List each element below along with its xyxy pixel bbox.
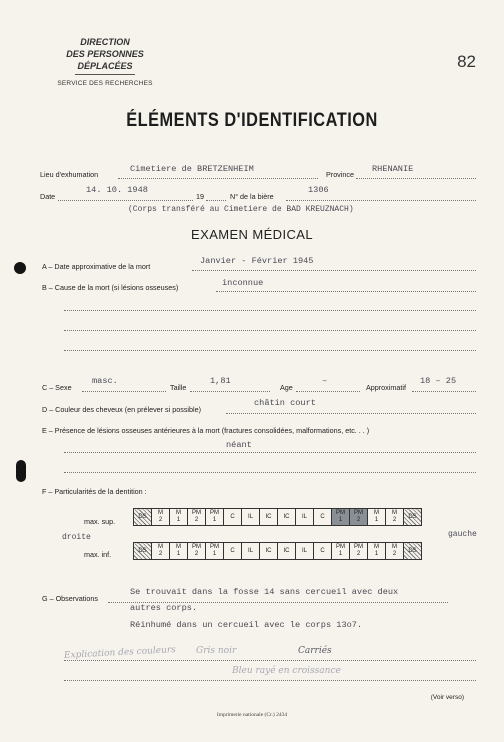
hand-color-label: Explication des couleurs xyxy=(63,645,177,661)
lower-tooth-number: 2 xyxy=(392,551,397,557)
biere-dots xyxy=(286,200,476,201)
d-dots xyxy=(226,413,476,414)
lower-tooth-code: C xyxy=(320,547,325,554)
lower-tooth-code: PM xyxy=(210,544,219,550)
lower-tooth-code: M xyxy=(176,544,181,550)
upper-tooth-9 xyxy=(296,509,314,526)
upper-tooth-14 xyxy=(386,509,404,526)
voir-verso: (Voir verso) xyxy=(430,694,464,701)
lower-tooth-13 xyxy=(368,543,386,560)
upper-tooth-code: C xyxy=(320,513,325,520)
upper-tooth-8 xyxy=(278,509,296,526)
lower-tooth-number: 1 xyxy=(338,551,343,557)
upper-tooth-code: PM xyxy=(210,510,219,516)
date-label: Date xyxy=(40,192,56,201)
lower-tooth-10 xyxy=(314,543,332,560)
obs-dots-2 xyxy=(64,660,476,661)
lower-tooth-code: IC xyxy=(283,547,290,554)
lower-tooth-3 xyxy=(188,543,206,560)
upper-tooth-code: M xyxy=(176,510,181,516)
upper-tooth-15 xyxy=(404,509,422,526)
lower-tooth-number: 1 xyxy=(176,551,181,557)
b-line-3 xyxy=(64,330,476,331)
obs-line-3: Réinhumé dans un cercueil avec le corps 13o7. xyxy=(130,620,363,630)
lower-tooth-code: M xyxy=(392,544,397,550)
biere-label: N° de la bière xyxy=(230,192,274,201)
lower-teeth-row xyxy=(134,543,422,560)
upper-tooth-2 xyxy=(170,509,188,526)
upper-tooth-code: M xyxy=(374,510,379,516)
examen-title: EXAMEN MÉDICAL xyxy=(191,227,313,242)
f-label: F – Particularités de la dentition : xyxy=(42,487,147,496)
upper-tooth-code: PM xyxy=(192,510,201,516)
c-age-label: Age xyxy=(280,383,293,392)
transfer-note: (Corps transféré au Cimetiere de BAD KREUZNACH) xyxy=(128,205,354,214)
obs-line-1: Se trouvait dans la fosse 14 sans cercueil avec deux xyxy=(130,587,399,597)
b-line-2 xyxy=(64,310,476,311)
lower-tooth-number: 1 xyxy=(374,551,379,557)
lower-tooth-14 xyxy=(386,543,404,560)
upper-tooth-6 xyxy=(242,509,260,526)
upper-tooth-4 xyxy=(206,509,224,526)
lower-tooth-code: M xyxy=(158,544,163,550)
upper-tooth-7 xyxy=(260,509,278,526)
hand-blue-line: Bleu rayé en croissance xyxy=(232,666,341,676)
upper-tooth-code: PM xyxy=(354,510,363,516)
d-value: châtin court xyxy=(254,398,316,408)
upper-tooth-code: IL xyxy=(247,513,253,520)
upper-tooth-10 xyxy=(314,509,332,526)
upper-tooth-5 xyxy=(224,509,242,526)
lower-tooth-4 xyxy=(206,543,224,560)
year-prefix: 19 xyxy=(196,192,204,201)
lower-tooth-code: C xyxy=(230,547,235,554)
punch-hole-bottom xyxy=(16,460,26,482)
c-approx-dots xyxy=(412,391,476,392)
lower-tooth-code: DS xyxy=(408,547,417,554)
lower-tooth-5 xyxy=(224,543,242,560)
upper-tooth-1 xyxy=(152,509,170,526)
province-value: RHENANIE xyxy=(372,164,414,174)
org-line-2: DES PERSONNES DÉPLACÉES xyxy=(66,49,144,71)
hand-grey-prefix: Gris noir xyxy=(196,646,237,656)
upper-tooth-number: 2 xyxy=(158,517,163,523)
c-approx-label: Approximatif xyxy=(366,383,406,392)
c-age-dots xyxy=(296,391,360,392)
c-sexe-dots xyxy=(82,391,166,392)
upper-tooth-code: PM xyxy=(336,510,345,516)
observations-label: G – Observations xyxy=(42,594,98,603)
lieu-label: Lieu d'exhumation xyxy=(40,170,99,179)
upper-tooth-number: 1 xyxy=(338,517,343,523)
upper-tooth-code: IL xyxy=(301,513,307,520)
c-taille-dots xyxy=(190,391,270,392)
a-label: A – Date approximative de la mort xyxy=(42,262,151,271)
upper-tooth-code: DS xyxy=(408,513,417,520)
lower-tooth-9 xyxy=(296,543,314,560)
lower-tooth-1 xyxy=(152,543,170,560)
c-taille-label: Taille xyxy=(170,383,187,392)
document-title: ÉLÉMENTS D'IDENTIFICATION xyxy=(126,110,378,131)
max-sup-label: max. sup. xyxy=(84,517,116,526)
b-dots xyxy=(216,291,476,292)
lower-tooth-number: 1 xyxy=(212,551,217,557)
header-rule xyxy=(75,74,135,75)
lower-tooth-code: IL xyxy=(247,547,253,554)
org-line-1: DIRECTION xyxy=(80,37,130,47)
lower-tooth-12 xyxy=(350,543,368,560)
lieu-value: Cimetiere de BRETZENHEIM xyxy=(130,164,254,174)
upper-teeth-row xyxy=(134,509,422,526)
upper-tooth-number: 2 xyxy=(194,517,199,523)
e-value: néant xyxy=(226,440,252,450)
b-line-4 xyxy=(64,350,476,351)
province-label: Province xyxy=(326,170,354,179)
upper-tooth-code: DS xyxy=(138,513,147,520)
droite-label: droite xyxy=(62,533,91,542)
upper-tooth-code: C xyxy=(230,513,235,520)
lower-tooth-11 xyxy=(332,543,350,560)
page-number: 82 xyxy=(457,52,476,71)
max-inf-label: max. inf. xyxy=(84,550,112,559)
upper-tooth-code: IC xyxy=(265,513,272,520)
a-value: Janvier - Février 1945 xyxy=(200,256,314,266)
c-sexe-value: masc. xyxy=(92,376,118,386)
e-line-1 xyxy=(64,452,476,453)
lower-tooth-0 xyxy=(134,543,152,560)
upper-tooth-number: 2 xyxy=(392,517,397,523)
lieu-dots xyxy=(118,178,318,179)
lower-tooth-number: 2 xyxy=(356,551,361,557)
punch-hole-top xyxy=(14,262,26,274)
obs-dots-3 xyxy=(64,680,476,681)
upper-teeth-chart xyxy=(133,508,422,526)
lower-tooth-6 xyxy=(242,543,260,560)
lower-tooth-15 xyxy=(404,543,422,560)
lower-tooth-number: 2 xyxy=(158,551,163,557)
c-age-value: – xyxy=(322,376,328,386)
lower-teeth-chart xyxy=(133,542,422,560)
upper-tooth-11 xyxy=(332,509,350,526)
province-dots xyxy=(356,178,476,179)
b-value: inconnue xyxy=(222,278,264,288)
upper-tooth-code: M xyxy=(158,510,163,516)
gauche-label: gauche xyxy=(448,530,477,539)
lower-tooth-7 xyxy=(260,543,278,560)
upper-tooth-number: 1 xyxy=(374,517,379,523)
lower-tooth-code: IL xyxy=(301,547,307,554)
upper-tooth-code: IC xyxy=(283,513,290,520)
upper-tooth-12 xyxy=(350,509,368,526)
lower-tooth-code: PM xyxy=(336,544,345,550)
e-label: E – Présence de lésions osseuses antérieures à la mort (fractures consolidées, malformations, etc. . . ) xyxy=(42,426,370,435)
c-taille-value: 1,81 xyxy=(210,376,231,386)
lower-tooth-code: PM xyxy=(192,544,201,550)
e-line-2 xyxy=(64,472,476,473)
upper-tooth-3 xyxy=(188,509,206,526)
lower-tooth-code: PM xyxy=(354,544,363,550)
obs-line-2: autres corps. xyxy=(130,603,198,613)
upper-tooth-number: 1 xyxy=(176,517,181,523)
hand-carries: Carriés xyxy=(298,646,332,656)
printer-imprint: Imprimerie nationale (Cr.) 2434 xyxy=(216,712,288,718)
year-dots xyxy=(206,200,226,201)
biere-value: 1306 xyxy=(308,185,329,195)
upper-tooth-code: M xyxy=(392,510,397,516)
date-value: 14. 10. 1948 xyxy=(86,185,148,195)
lower-tooth-8 xyxy=(278,543,296,560)
upper-tooth-13 xyxy=(368,509,386,526)
upper-tooth-number: 2 xyxy=(356,517,361,523)
c-sexe-label: C – Sexe xyxy=(42,383,72,392)
lower-tooth-2 xyxy=(170,543,188,560)
lower-tooth-number: 2 xyxy=(194,551,199,557)
upper-tooth-0 xyxy=(134,509,152,526)
lower-tooth-code: IC xyxy=(265,547,272,554)
b-label: B – Cause de la mort (si lésions osseuses) xyxy=(42,283,179,292)
organization-header xyxy=(40,36,170,90)
date-dots xyxy=(58,200,193,201)
lower-tooth-code: M xyxy=(374,544,379,550)
upper-tooth-number: 1 xyxy=(212,517,217,523)
d-label: D – Couleur des cheveux (en prélever si possible) xyxy=(42,405,202,414)
service-line: SERVICE DES RECHERCHES xyxy=(57,80,153,87)
lower-tooth-code: DS xyxy=(138,547,147,554)
c-approx-value: 18 – 25 xyxy=(420,376,457,386)
a-dots xyxy=(192,270,476,271)
